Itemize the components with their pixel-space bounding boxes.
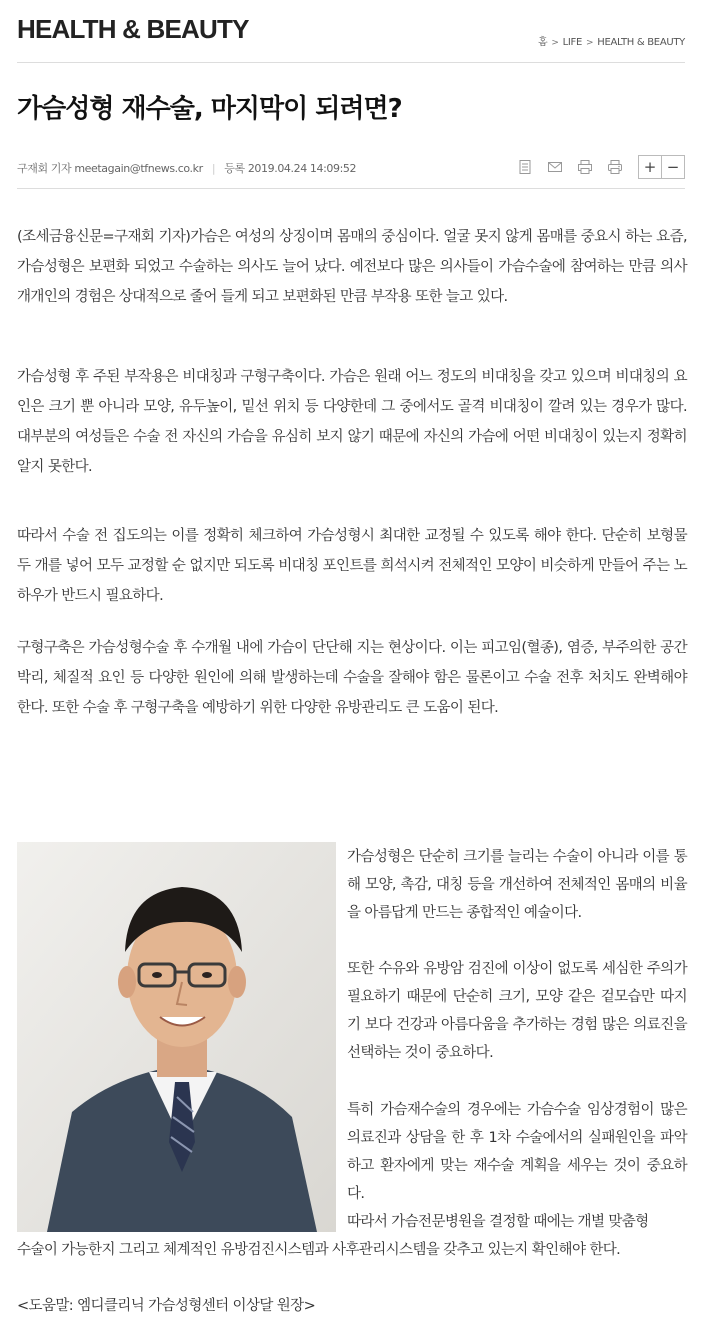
article-paragraph: 구형구축은 가슴성형수술 후 수개월 내에 가슴이 단단해 지는 현상이다. 이는 피고임(혈종), 염증, 부주의한 공간박리, 체질적 요인 등 다양한 원인에 의해 발생하는데 수술을 잘해야 함은 물론이고 수술 전후 처치도 완벽해야 한다. 또한 수술 후 구형구축을 예방하기 위한 다양한 유방관리도 큰 도움이 된다.	[17, 640, 687, 716]
breadcrumb-health-beauty[interactable]: HEALTH & BEAUTY	[597, 37, 685, 48]
article-paragraph: (조세금융신문=구재회 기자)가슴은 여성의 상징이며 몸매의 중심이다. 얼굴 못지 않게 몸매를 중요시 하는 요즘, 가슴성형은 보편화 되었고 수술하는 의사도 늘어 났다. 예전보다 많은 의사들이 가슴수술에 참여하는 만큼 의사 개개인의 경험은 상대적으로 줄어 들게 되고 보편화된 만큼 부작용 또한 늘고 있다.	[17, 229, 687, 305]
article-paragraph: 가슴성형 후 주된 부작용은 비대칭과 구형구축이다. 가슴은 원래 어느 정도의 비대칭을 갖고 있으며 비대칭의 요인은 크기 뿐 아니라 모양, 유두높이, 밑선 위치 등 다양한데 그 중에서도 골격 비대칭이 깔려 있는 경우가 많다. 대부분의 여성들은 수술 전 자신의 가슴을 유심히 보지 않기 때문에 자신의 가슴에 어떤 비대칭이 있는지 정확히 알지 못한다.	[17, 369, 687, 475]
print-icon[interactable]	[574, 156, 596, 178]
article-paragraph: 따라서 수술 전 집도의는 이를 정확히 체크하여 가슴성형시 최대한 교정될 수 있도록 해야 한다. 단순히 보형물 두 개를 넣어 모두 교정할 순 없지만 되도록 비대칭 포인트를 희석시켜 전체적인 모양이 비슷하게 만들어 주는 노하우가 반드시 필요하다.	[17, 528, 687, 604]
publish-date: 2019.04.24 14:09:52	[247, 162, 357, 175]
author-email[interactable]: meetagain@tfnews.co.kr	[74, 162, 203, 175]
scrap-print-icon[interactable]	[604, 156, 626, 178]
side-paragraph: 또한 수유와 유방암 검진에 이상이 없도록 세심한 주의가 필요하기 때문에 단순히 크기, 모양 같은 겉모습만 따지기 보다 건강과 아름다움을 추가하는 경험 많은 의료진을 선택하는 것이 중요하다.	[347, 961, 687, 1061]
byline-divider-line	[17, 188, 685, 189]
side-paragraph: 가슴성형은 단순히 크기를 늘리는 수술이 아니라 이를 통해 모양, 촉감, 대칭 등을 개선하여 전체적인 몸매의 비율을 아름답게 만드는 종합적인 예술이다.	[347, 849, 687, 921]
article-paragraph: 수술이 가능한지 그리고 체계적인 유방검진시스템과 사후관리시스템을 갖추고 있는지 확인해야 한다.	[17, 1242, 621, 1258]
breadcrumb-home[interactable]: 홈	[538, 37, 548, 48]
side-paragraph: 따라서 가슴전문병원을 결정할 때에는 개별 맞춤형	[347, 1214, 649, 1230]
section-title: HEALTH & BEAUTY	[17, 14, 249, 44]
article-headline: 가슴성형 재수술, 마지막이 되려면?	[17, 94, 402, 124]
byline-divider: |	[211, 162, 216, 175]
chevron-right-icon: >	[551, 38, 559, 48]
chevron-right-icon: >	[586, 38, 594, 48]
article-credit: <도움말: 엠디클리닉 가슴성형센터 이상달 원장>	[17, 1298, 316, 1314]
doctor-portrait-image	[17, 842, 336, 1232]
article-view-icon[interactable]	[514, 156, 536, 178]
header-divider	[17, 62, 685, 63]
breadcrumb	[538, 33, 685, 48]
email-icon[interactable]	[544, 156, 566, 178]
author-name: 구재회 기자	[17, 162, 72, 175]
font-size-controls	[638, 155, 685, 179]
article-byline	[17, 160, 356, 176]
breadcrumb-life[interactable]: LIFE	[562, 37, 583, 48]
side-paragraph: 특히 가슴재수술의 경우에는 가슴수술 임상경험이 많은 의료진과 상담을 한 후 1차 수술에서의 실패원인을 파악하고 환자에게 맞는 재수술 계획을 세우는 것이 중요하다.	[347, 1102, 687, 1202]
date-label: 등록	[224, 162, 245, 175]
article-tools	[506, 155, 685, 179]
font-increase-button[interactable]: +	[643, 158, 657, 176]
font-decrease-button[interactable]: −	[661, 156, 684, 178]
